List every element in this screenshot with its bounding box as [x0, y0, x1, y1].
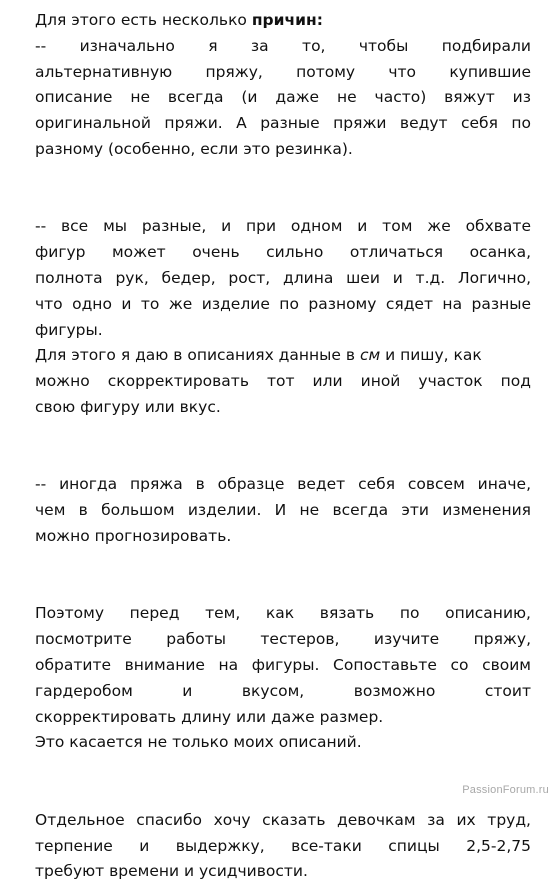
text-line: можно прогнозировать.	[35, 526, 232, 545]
paragraph-spacer	[35, 756, 531, 782]
text-line: требуют времени и усидчивости.	[35, 862, 308, 881]
document-body	[35, 8, 531, 885]
text-line	[35, 343, 531, 369]
text-line: терпение и выдержку, все-таки спицы 2,5-2,75	[35, 836, 531, 855]
paragraph-thanks	[35, 808, 531, 885]
text-line: Это касается не только моих описаний.	[35, 733, 362, 752]
paragraph-spacer	[35, 163, 531, 189]
paragraph-spacer	[35, 782, 531, 808]
paragraph-reasons-swatch	[35, 472, 531, 549]
text-line: -- все мы разные, и при одном и том же обхвате	[35, 217, 531, 236]
text-line: альтернативную пряжу, потому что купившие	[35, 62, 531, 81]
text-italic: см	[359, 346, 381, 365]
text-segment: Для этого я даю в описаниях данные в	[35, 346, 360, 365]
text-line: -- иногда пряжа в образце ведет себя совсем иначе,	[35, 475, 531, 494]
text-line: чем в большом изделии. И не всегда эти изменения	[35, 501, 531, 520]
text-line: свою фигуру или вкус.	[35, 397, 221, 416]
paragraph-spacer	[35, 447, 531, 473]
text-line: Поэтому перед тем, как вязать по описанию,	[35, 604, 531, 623]
text-line: фигуры.	[35, 320, 103, 339]
paragraph-spacer	[35, 576, 531, 602]
text-line: -- изначально я за то, чтобы подбирали	[35, 36, 531, 55]
paragraph-spacer	[35, 189, 531, 215]
text-line: полнота рук, бедер, рост, длина шеи и т.д. Логично,	[35, 268, 531, 287]
paragraph-reasons-yarn	[35, 34, 531, 163]
text-line: фигур может очень сильно отличаться осанка,	[35, 243, 531, 262]
paragraph-spacer	[35, 421, 531, 447]
paragraph-measurements	[35, 343, 531, 420]
heading	[35, 8, 531, 34]
text-segment: и пишу, как	[380, 346, 482, 365]
text-line: скорректировать длину или даже размер.	[35, 707, 384, 726]
text-line: оригинальной пряжи. А разные пряжи ведут себя по	[35, 114, 531, 133]
site-watermark: PassionForum.ru	[462, 784, 549, 796]
text-line: Отдельное спасибо хочу сказать девочкам за их труд,	[35, 810, 531, 829]
text-line: можно скорректировать тот или иной участок под	[35, 372, 531, 391]
text-line: что одно и то же изделие по разному сядет на разные	[35, 294, 531, 313]
text-line: гардеробом и вкусом, возможно стоит	[35, 681, 531, 700]
paragraph-advice	[35, 601, 531, 756]
paragraph-reasons-figures	[35, 214, 531, 343]
paragraph-spacer	[35, 550, 531, 576]
text-line: обратите внимание на фигуры. Сопоставьте со своим	[35, 655, 531, 674]
text-line: посмотрите работы тестеров, изучите пряжу,	[35, 630, 531, 649]
heading-text: Для этого есть несколько	[35, 11, 252, 29]
text-line: описание не всегда (и даже не часто) вяжут из	[35, 88, 531, 107]
heading-bold: причин:	[251, 11, 323, 29]
text-line: разному (особенно, если это резинка).	[35, 139, 353, 158]
